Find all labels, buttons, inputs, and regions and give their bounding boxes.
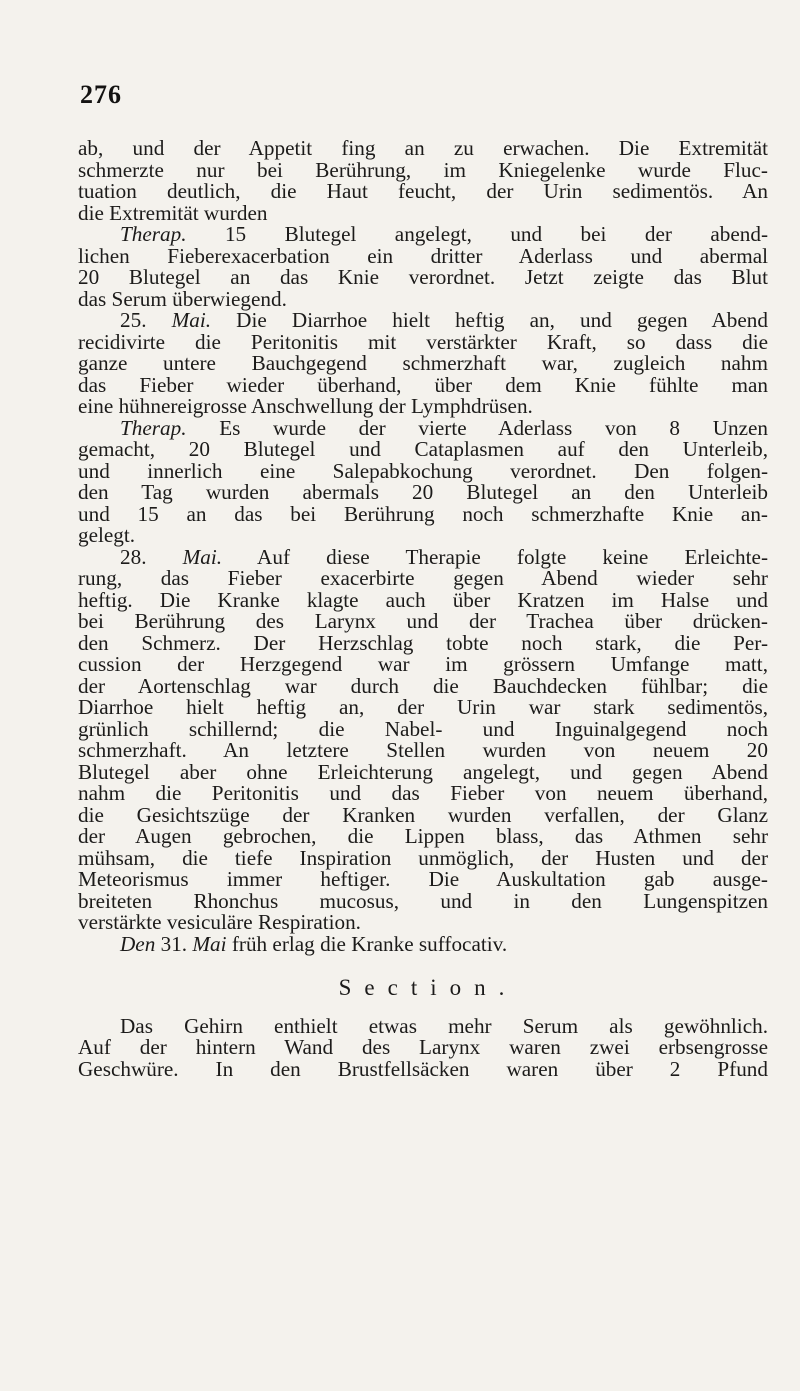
text-line: lichen Fieberexacerbation ein dritter Aderlass und abermal bbox=[78, 243, 768, 268]
date-day: 31. bbox=[160, 931, 188, 956]
paragraph bbox=[78, 310, 768, 418]
text-line: gelegt. bbox=[78, 523, 136, 547]
date-prefix: Den bbox=[120, 931, 156, 956]
text-line bbox=[78, 931, 768, 956]
text-line bbox=[78, 415, 768, 440]
text-line: heftig. Die Kranke klagte auch über Kratzen im Halse und bbox=[78, 587, 768, 612]
text-line: und 15 an das bei Berührung noch schmerzhafte Knie an- bbox=[78, 501, 768, 526]
text-line: den Schmerz. Der Herzschlag tobte noch stark, die Per- bbox=[78, 630, 768, 655]
therapy-label: Therap. bbox=[120, 222, 187, 246]
text-line: rung, das Fieber exacerbirte gegen Abend wieder sehr bbox=[78, 566, 768, 590]
date-day: 28. bbox=[120, 544, 147, 569]
date-month: Mai. bbox=[171, 308, 212, 332]
text-run: 15 Blutegel angelegt, und bei der abend- bbox=[186, 222, 768, 246]
paragraph bbox=[78, 931, 768, 956]
paragraph bbox=[78, 415, 768, 547]
text-line: schmerzte nur bei Berührung, im Kniegelenke wurde Fluc- bbox=[78, 157, 768, 182]
text-line: bei Berührung des Larynx und der Trachea über drücken- bbox=[78, 609, 768, 633]
text-line: recidivirte die Peritonitis mit verstärkter Kraft, so dass die bbox=[78, 329, 768, 354]
text-line: 20 Blutegel an das Knie verordnet. Jetzt zeigte das Blut bbox=[78, 265, 768, 289]
text-line: schmerzhaft. An letztere Stellen wurden von neuem 20 bbox=[78, 738, 768, 762]
section-heading: Section. bbox=[338, 975, 518, 1000]
text-line: Meteorismus immer heftiger. Die Auskultation gab ausge- bbox=[78, 867, 768, 891]
paragraph bbox=[78, 138, 768, 224]
text-line: Diarrhoe hielt heftig an, der Urin war stark sedimentös, bbox=[78, 695, 768, 719]
paragraph bbox=[78, 1013, 768, 1081]
text-line: verstärkte vesiculäre Respiration. bbox=[78, 910, 361, 934]
body-text bbox=[78, 138, 768, 1080]
text-line bbox=[78, 310, 768, 332]
text-line: mühsam, die tiefe Inspiration unmöglich, der Husten und der bbox=[78, 845, 768, 870]
text-line: ab, und der Appetit fing an zu erwachen. Die Extremität bbox=[78, 136, 768, 160]
text-line: nahm die Peritonitis und das Fieber von neuem überhand, bbox=[78, 781, 768, 805]
text-line bbox=[78, 224, 768, 246]
text-line: eine hühnereigrosse Anschwellung der Lymphdrüsen. bbox=[78, 394, 533, 418]
text-line: Das Gehirn enthielt etwas mehr Serum als gewöhnlich. bbox=[120, 1013, 768, 1038]
paragraph bbox=[78, 224, 768, 310]
date-month: Mai bbox=[192, 931, 227, 956]
text-line: breiteten Rhonchus mucosus, und in den Lungenspitzen bbox=[78, 888, 768, 913]
text-line: die Gesichtszüge der Kranken wurden verfallen, der Glanz bbox=[78, 802, 768, 827]
text-line: grünlich schillernd; die Nabel- und Inguinalgegend noch bbox=[78, 716, 768, 741]
text-line: gemacht, 20 Blutegel und Cataplasmen auf den Unterleib, bbox=[78, 437, 768, 461]
text-line: tuation deutlich, die Haut feucht, der Urin sedimentös. An bbox=[78, 179, 768, 203]
date-day: 25. bbox=[120, 308, 147, 332]
text-run: früh erlag die Kranke suffocativ. bbox=[226, 931, 508, 956]
text-line: den Tag wurden abermals 20 Blutegel an den Unterleib bbox=[78, 480, 768, 504]
page-number: 276 bbox=[80, 80, 122, 109]
text-line: Geschwüre. In den Brustfellsäcken waren über 2 Pfund bbox=[78, 1056, 768, 1081]
text-line bbox=[78, 544, 768, 569]
text-line: der Augen gebrochen, die Lippen blass, das Athmen sehr bbox=[78, 824, 768, 848]
text-line: ganze untere Bauchgegend schmerzhaft war, zugleich nahm bbox=[78, 351, 768, 375]
text-run: Es wurde der vierte Aderlass von 8 Unzen bbox=[186, 415, 768, 440]
paragraph bbox=[78, 544, 768, 934]
date-month: Mai. bbox=[182, 544, 223, 569]
text-line: und innerlich eine Salepabkochung verordnet. Den folgen- bbox=[78, 458, 768, 483]
text-line: cussion der Herzgegend war im grössern Umfange matt, bbox=[78, 652, 768, 676]
text-run: Auf diese Therapie folgte keine Erleichte- bbox=[222, 544, 768, 569]
text-line: Blutegel aber ohne Erleichterung angelegt, und gegen Abend bbox=[78, 759, 768, 784]
text-line: die Extremität wurden bbox=[78, 200, 268, 225]
therapy-label: Therap. bbox=[120, 415, 187, 440]
text-line: das Serum überwiegend. bbox=[78, 286, 287, 311]
text-line: Auf der hintern Wand des Larynx waren zwei erbsengrosse bbox=[78, 1035, 768, 1059]
text-line: der Aortenschlag war durch die Bauchdecken fühlbar; die bbox=[78, 673, 768, 698]
text-run: Die Diarrhoe hielt heftig an, und gegen Abend bbox=[211, 308, 768, 332]
text-line: das Fieber wieder überhand, über dem Knie fühlte man bbox=[78, 372, 768, 397]
